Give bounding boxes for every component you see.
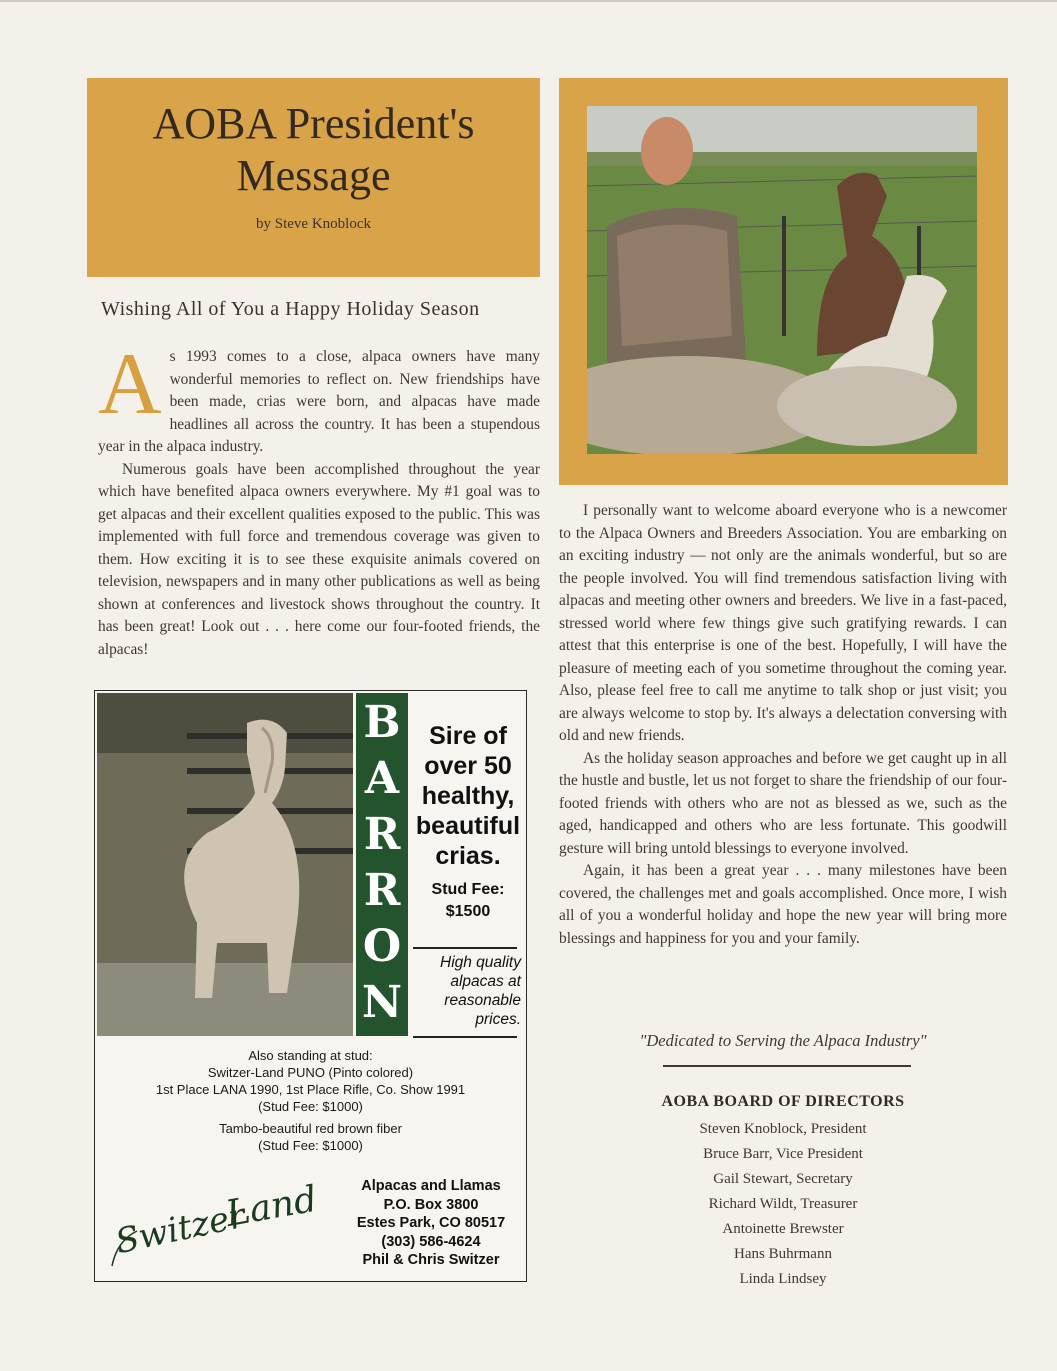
sire-headline: Sire of over 50 healthy, beautiful crias.	[415, 722, 521, 870]
article-headline: Wishing All of You a Happy Holiday Season	[101, 298, 480, 320]
page-title	[87, 98, 540, 202]
photo-frame	[559, 78, 1008, 485]
also-line: 1st Place LANA 1990, 1st Place Rifle, Co. Show 1991	[155, 1082, 466, 1097]
title-block	[87, 78, 540, 277]
board-member: Bruce Barr, Vice President	[703, 1146, 863, 1162]
board-member-list	[559, 1117, 1007, 1292]
svg-text:Land: Land	[222, 1178, 321, 1235]
alpaca-barron-photo	[97, 693, 353, 1036]
board-member: Gail Stewart, Secretary	[713, 1171, 853, 1187]
president-with-alpacas-photo	[587, 106, 977, 454]
banner-letter-b: B	[363, 697, 401, 748]
ad-contact-block	[331, 1177, 531, 1270]
contact-line: (303) 586-4624	[381, 1233, 481, 1250]
also-line: Tambo-beautiful red brown fiber	[219, 1121, 402, 1136]
article-paragraph-3: I personally want to welcome aboard everyone who is a newcomer to the Alpaca Owners and Breeders Association. You are embarking on an exciting industry — not only are the animals wonderful, but so are the people involved. You will find tremendous satisfaction living with alpacas and meeting other owners and breeders. We live in a fast-paced, stressed world where few things give such gratifying rewards. I can attest that this enterprise is one of the best. Hopefully, I will have the pleasure of meeting each of you sometime throughout the coming year. Also, please feel free to call me anytime to talk shop or just visit; you are always welcome to stop by. It's always a delectation conversing with old and new friends.	[559, 502, 1007, 744]
title-line-1: AOBA President's	[152, 99, 475, 148]
byline: by Steve Knoblock	[256, 216, 371, 232]
motto-divider	[663, 1065, 911, 1067]
article-column-right	[559, 500, 1007, 950]
board-member: Hans Buhrmann	[734, 1246, 832, 1262]
page-top-rule	[0, 0, 1057, 2]
article-paragraph-5: Again, it has been a great year . . . many milestones have been covered, the challenges met and goals accomplished. Once more, I wish all of you a wonderful holiday and hope the new year will bring more blessings and happiness for you and your family.	[559, 862, 1007, 947]
also-standing-block	[95, 1047, 526, 1154]
article-paragraph-1	[98, 336, 540, 459]
article-column-left	[98, 336, 540, 661]
banner-letter-r1: R	[363, 809, 401, 860]
also-line: (Stud Fee: $1000)	[258, 1099, 363, 1114]
banner-letter-o: O	[362, 921, 402, 972]
paragraph-1-text: s 1993 comes to a close, alpaca owners have many wonderful memories to reflect on. New friendships have been made, crias were born, and alpacas have made headlines all across the country. It has been a stupendous year in the alpaca industry.	[98, 348, 540, 455]
motto: "Dedicated to Serving the Alpaca Industry"	[639, 1031, 927, 1050]
photo-illustration	[587, 106, 977, 454]
board-member: Linda Lindsey	[739, 1271, 827, 1287]
banner-letter-r2: R	[363, 865, 401, 916]
also-line: Also standing at stud:	[248, 1048, 373, 1063]
contact-line: Phil & Chris Switzer	[362, 1252, 500, 1268]
ad-rule-bottom	[413, 1036, 517, 1038]
alpaca-photo-illustration	[97, 693, 353, 1036]
contact-line: Estes Park, CO 80517	[356, 1215, 506, 1231]
stud-fee: Stud Fee: $1500	[431, 881, 505, 920]
svg-text:Switzer: Switzer	[112, 1195, 249, 1263]
switzer-land-logo	[107, 1171, 327, 1271]
also-line: (Stud Fee: $1000)	[258, 1138, 363, 1153]
dropcap-letter: A	[98, 336, 162, 433]
contact-line: P.O. Box 3800	[383, 1196, 479, 1213]
article-paragraph-4: As the holiday season approaches and before we get caught up in all the hustle and bustle, let us not forget to share the friendship of our four-footed friends with others who are not as blessed as we, such as the aged, handicapped and others who are less fortunate. This goodwill gesture will bring untold blessings to everyone involved.	[559, 749, 1007, 857]
article-paragraph-2: Numerous goals have been accomplished throughout the year which have benefited alpaca owners everywhere. My #1 goal was to get alpacas and their excellent qualities exposed to the public. This was implemented with full force and tremendous coverage was given to them. How exciting it is to see these exquisite animals covered on television, newspapers and in many other publications as well as being shown at conferences and livestock shows throughout the country. It has been great! Look out . . . here come our four-footed friends, the alpacas!	[98, 460, 540, 658]
board-of-directors	[559, 1093, 1007, 1292]
board-member: Steven Knoblock, President	[699, 1121, 867, 1137]
banner-letter-a: A	[364, 753, 400, 804]
ad-sire-panel	[413, 693, 523, 923]
quality-tagline: High quality alpacas at reasonable prices.	[440, 954, 521, 1028]
also-line: Switzer-Land PUNO (Pinto colored)	[207, 1065, 414, 1080]
board-title: AOBA BOARD OF DIRECTORS	[661, 1093, 905, 1110]
barron-name-banner	[356, 693, 408, 1036]
board-member: Richard Wildt, Treasurer	[708, 1196, 858, 1212]
title-line-2: Message	[236, 151, 391, 200]
contact-line: Alpacas and Llamas	[361, 1178, 501, 1194]
ad-rule-top	[413, 947, 517, 949]
barron-stud-advertisement	[94, 690, 527, 1282]
board-member: Antoinette Brewster	[722, 1221, 844, 1237]
banner-letter-n: N	[361, 977, 403, 1028]
